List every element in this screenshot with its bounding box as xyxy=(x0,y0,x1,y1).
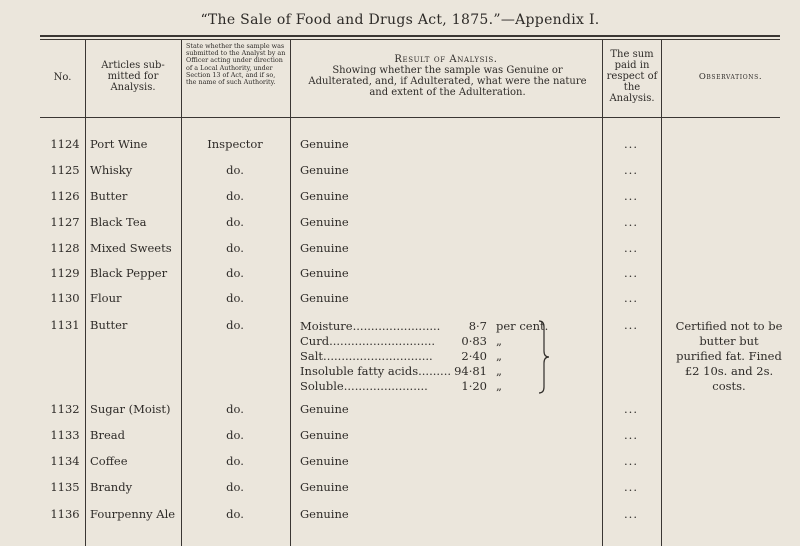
row-authority: do. xyxy=(226,291,244,305)
table-row xyxy=(0,266,800,286)
row-article: Butter xyxy=(90,189,128,203)
row-authority: do. xyxy=(226,402,244,416)
analysis-line xyxy=(300,334,550,349)
row-article: Flour xyxy=(90,291,122,305)
row-article: Bread xyxy=(90,428,125,442)
row-article: Butter xyxy=(90,318,128,332)
row-authority: do. xyxy=(226,215,244,229)
row-number: 1126 xyxy=(50,189,80,203)
row-number: 1136 xyxy=(50,507,80,521)
row-result: Genuine xyxy=(300,291,349,305)
row-number: 1125 xyxy=(50,163,80,177)
analysis-dots: ........................ xyxy=(352,319,441,333)
row-article: Mixed Sweets xyxy=(90,241,172,255)
row-result: Genuine xyxy=(300,480,349,494)
header-bottom-rule xyxy=(40,117,780,118)
analysis-component: Soluble xyxy=(300,379,344,393)
row-authority: do. xyxy=(226,454,244,468)
row-article: Brandy xyxy=(90,480,133,494)
row-article: Fourpenny Ale xyxy=(90,507,176,521)
butter-analysis xyxy=(300,319,550,394)
table-row xyxy=(0,480,800,500)
row-result: Genuine xyxy=(300,507,349,521)
row-sum: ... xyxy=(624,266,638,280)
row-result: Genuine xyxy=(300,215,349,229)
row-authority: do. xyxy=(226,480,244,494)
row-result: Genuine xyxy=(300,241,349,255)
row-authority: Inspector xyxy=(207,137,263,151)
row-result: Genuine xyxy=(300,454,349,468)
row-number: 1132 xyxy=(50,402,80,416)
row-article: Sugar (Moist) xyxy=(90,402,171,416)
row-result: Genuine xyxy=(300,402,349,416)
analysis-value: 94·81 xyxy=(454,364,487,378)
row-result: Genuine xyxy=(300,266,349,280)
analysis-line xyxy=(300,319,550,334)
row-sum: ... xyxy=(624,241,638,255)
header-articles: Articles sub- mitted for Analysis. xyxy=(101,60,165,93)
row-article: Black Tea xyxy=(90,215,147,229)
row-sum: ... xyxy=(624,428,638,442)
table-row xyxy=(0,137,800,157)
row-sum: ... xyxy=(624,454,638,468)
row-authority: do. xyxy=(226,163,244,177)
analysis-line xyxy=(300,349,550,364)
header-no: No. xyxy=(53,72,72,83)
analysis-unit: „ xyxy=(496,364,502,378)
row-sum: ... xyxy=(624,480,638,494)
table-row xyxy=(0,241,800,261)
row-number: 1129 xyxy=(50,266,80,280)
row-number: 1128 xyxy=(50,241,80,255)
row-result: Genuine xyxy=(300,163,349,177)
header-authority: State whether the sample was submitted to the Analyst by an Officer acting under direction of a Local Authority, under Section 13 of Act, and if so, the name of such Authority. xyxy=(186,42,286,87)
analysis-unit: „ xyxy=(496,379,502,393)
analysis-unit: „ xyxy=(496,349,502,363)
row-number: 1135 xyxy=(50,480,80,494)
analysis-dots: .............................. xyxy=(323,349,433,363)
row-number: 1127 xyxy=(50,215,80,229)
row-sum: ... xyxy=(624,402,638,416)
table-row xyxy=(0,291,800,311)
table-row xyxy=(0,163,800,183)
row-sum: ... xyxy=(624,189,638,203)
table-row xyxy=(0,454,800,474)
row-sum: ... xyxy=(624,507,638,521)
header-result-title: Result of Analysis. xyxy=(394,54,498,65)
table-row xyxy=(0,428,800,448)
table-row xyxy=(0,189,800,209)
header-result-desc: Showing whether the sample was Genuine or Adulterated, and, if Adulterated, what were the nature and extent of the Adulteration. xyxy=(308,65,587,98)
row-number: 1124 xyxy=(50,137,80,151)
analysis-line xyxy=(300,379,550,394)
row-number: 1133 xyxy=(50,428,80,442)
row-result: Genuine xyxy=(300,189,349,203)
row-result: Genuine xyxy=(300,428,349,442)
analysis-line xyxy=(300,364,550,379)
analysis-value: 2·40 xyxy=(461,349,487,363)
page-title: “The Sale of Food and Drugs Act, 1875.”—Appendix I. xyxy=(200,12,600,28)
row-number: 1134 xyxy=(50,454,80,468)
row-authority: do. xyxy=(226,266,244,280)
row-article: Black Pepper xyxy=(90,266,168,280)
analysis-component: Salt xyxy=(300,349,324,363)
row-sum: ... xyxy=(624,291,638,305)
analysis-component: Moisture xyxy=(300,319,353,333)
row-article: Port Wine xyxy=(90,137,148,151)
row-sum: ... xyxy=(624,137,638,151)
table-row xyxy=(0,507,800,527)
analysis-value: 0·83 xyxy=(461,334,487,348)
analysis-unit: per cent. xyxy=(496,319,549,333)
analysis-dots: ....................... xyxy=(343,379,428,393)
row-sum: ... xyxy=(624,318,638,332)
row-number: 1131 xyxy=(50,318,80,332)
table-row xyxy=(0,215,800,235)
row-result: Genuine xyxy=(300,137,349,151)
analysis-component: Curd xyxy=(300,334,330,348)
row-authority: do. xyxy=(226,428,244,442)
top-rule-thin xyxy=(40,39,780,40)
row-sum: ... xyxy=(624,163,638,177)
row-authority: do. xyxy=(226,318,244,332)
row-article: Whisky xyxy=(90,163,133,177)
analysis-dots: ............................. xyxy=(329,334,436,348)
row-authority: do. xyxy=(226,241,244,255)
table-row xyxy=(0,402,800,422)
row-article: Coffee xyxy=(90,454,128,468)
row-number: 1130 xyxy=(50,291,80,305)
header-observations: Observations. xyxy=(698,72,763,82)
row-sum: ... xyxy=(624,215,638,229)
analysis-component: Insoluble fatty acids xyxy=(300,364,419,378)
analysis-dots: ......... xyxy=(418,364,452,378)
observation-1131: Certified not to be butter but purified fat. Fined £2 10s. and 2s. costs. xyxy=(675,319,783,393)
curly-brace-icon xyxy=(536,319,552,395)
analysis-unit: „ xyxy=(496,334,502,348)
analysis-value: 8·7 xyxy=(468,319,487,333)
top-rule-thick xyxy=(40,35,780,37)
row-authority: do. xyxy=(226,507,244,521)
analysis-value: 1·20 xyxy=(461,379,487,393)
header-sum: The sum paid in respect of the Analysis. xyxy=(606,49,658,104)
row-authority: do. xyxy=(226,189,244,203)
